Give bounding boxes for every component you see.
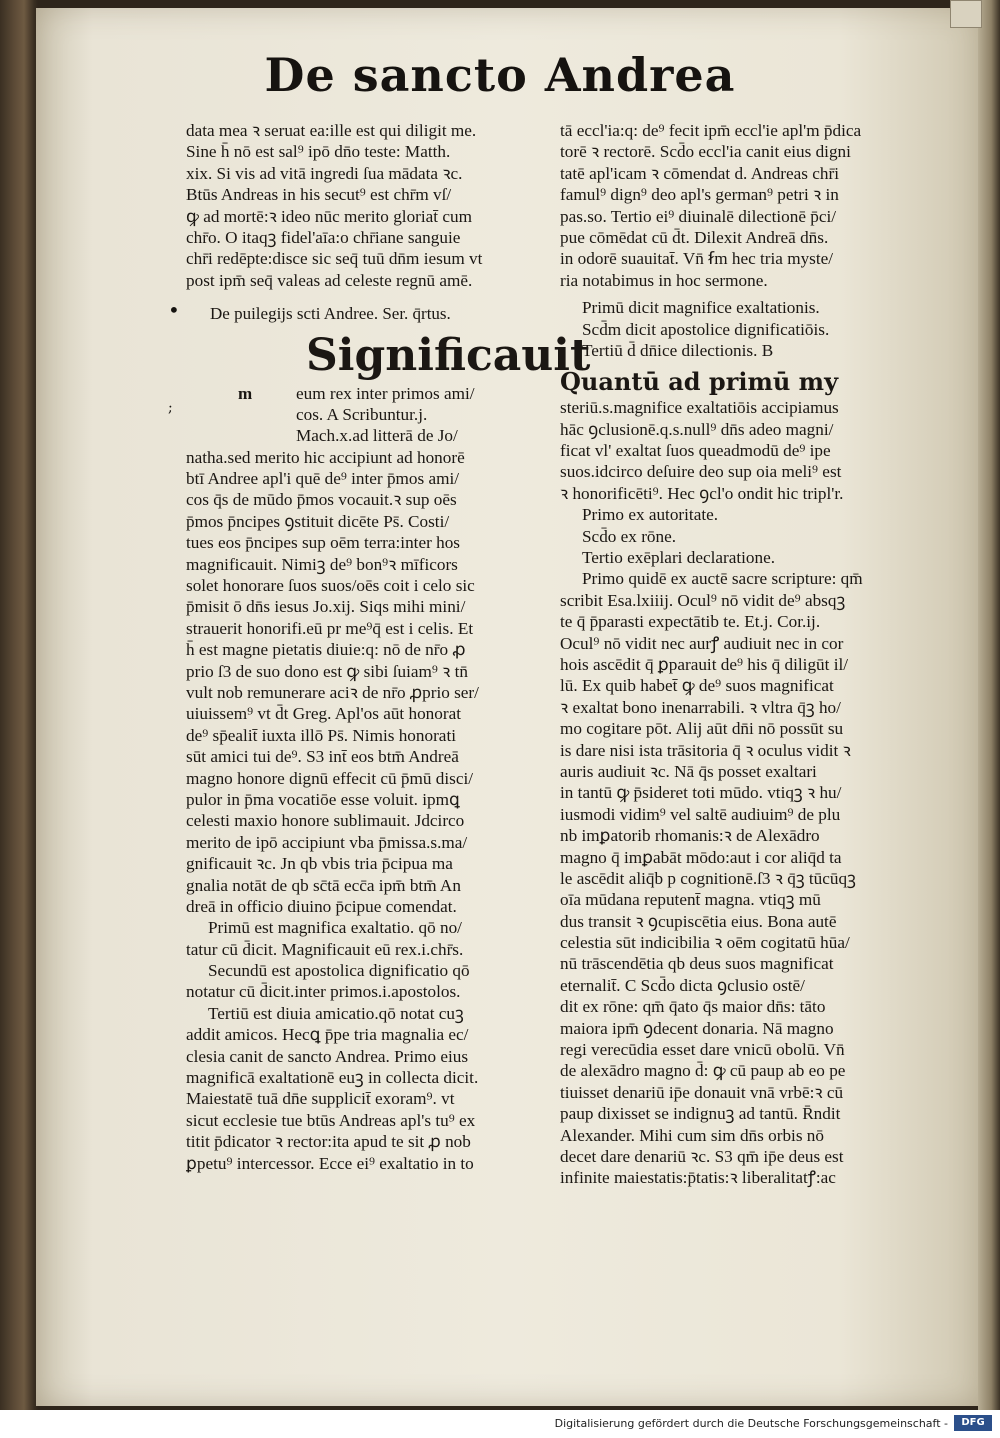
text-line: p̄misit ō dn̄s iesus Jo.xij. Siqs mihi mini/ xyxy=(186,597,466,617)
text-line: decet dare denariū ꝛc. S3 qm̄ ip̄e deus est xyxy=(560,1146,844,1166)
text-line: pue cōmēdat cū d̄t. Dilexit Andreā dn̄s. xyxy=(560,227,829,247)
text-line: celestia sūt indicibilia ꝛ oēm cogitatū hūa/ xyxy=(560,933,850,953)
text-line: regi verecūdia esset dare vnicū obolū. Vn̄ xyxy=(560,1040,845,1060)
text-line: Secundū est apostolica dignificatio qō xyxy=(208,961,470,981)
margin-mark: ; xyxy=(168,400,173,416)
text-line: Maiestatē tuā dn̄e supplicit̄ exoram⁹. vt xyxy=(186,1089,455,1109)
text-line: maiora ipm̄ ꝯdecent donaria. Nā magno xyxy=(560,1018,834,1038)
text-line: ꝛ honorificēti⁹. Hec ꝯcl'o ondit hic tripl'r. xyxy=(560,483,844,503)
text-line: suos.idcirco deſuire deo sup oia meli⁹ est xyxy=(560,462,842,482)
text-line: chr̄o. O itaqꝫ fidel'aīa:o chr̄iane sanguie xyxy=(186,227,461,247)
left-body-lines xyxy=(186,404,558,917)
text-line: nb imꝑatorib rhomanis:ꝛ de Alexādro xyxy=(560,826,820,846)
text-line: Primo quidē ex auctē sacre scripture: qm̄ xyxy=(582,569,863,589)
footer-credit: Digitalisierung gefördert durch die Deutsche Forschungsgemeinschaft - xyxy=(554,1417,948,1430)
page-edge xyxy=(978,0,1000,1410)
right-top-lines xyxy=(560,120,912,291)
text-line: magno q̄ imꝑabāt mōdo:aut i cor aliq̄d ta xyxy=(560,847,842,867)
division-item: Tertiū d̄ dn̄ice dilectionis. B xyxy=(582,340,774,360)
text-line: hois ascēdit q̄ ꝑparauit de⁹ his q̄ diligūt il/ xyxy=(560,654,849,674)
text-line: magnificauit. Nimiꝫ de⁹ bon⁹ꝛ mīficors xyxy=(186,554,458,574)
text-line: chr̄i redēpte:disce sic seq̄ tuū dn̄m iesum vt xyxy=(186,249,483,269)
text-line: data mea ꝛ seruat ea:ille est qui diligit me. xyxy=(186,121,477,140)
text-line: te q̄ p̄parasti expectātib te. Et.j. Cor.ij. xyxy=(560,612,821,632)
text-line: le ascēdit aliq̄b p cognitionē.ſ3 ꝛ q̄ꝫ tūcūqꝫ xyxy=(560,868,856,888)
text-line: cos. A Scribuntur.j. xyxy=(296,404,428,424)
initial-letter: m xyxy=(238,383,253,403)
text-line: auris audiuit ꝛc. Nā q̄s posset exaltari xyxy=(560,761,817,781)
text-line: hāc ꝯclusionē.q.s.null⁹ dn̄s adeo magni/ xyxy=(560,419,834,439)
sermon-rubric: De puilegijs scti Andree. Ser. q̄rtus. xyxy=(210,304,451,324)
enum-item: Primo ex autoritate. xyxy=(582,505,719,525)
text-line: infinite maiestatis:p̄tatis:ꝛ liberalitatꝭ:ac xyxy=(560,1168,836,1188)
text-line: sicut ecclesie tue btūs Andreas apl's tu⁹ ex xyxy=(186,1110,476,1130)
text-line: pas.so. Tertio ei⁹ diuinalē dilectionē p̄ci/ xyxy=(560,206,837,226)
sermon-title: Significauit xyxy=(306,329,591,381)
text-line: titit p̄dicator ꝛ rector:ita apud te sit ꝓ nob xyxy=(186,1132,471,1152)
text-line: Sine h̄ nō est sal⁹ ipō dn̄o teste: Matth. xyxy=(186,142,451,162)
footer-bar xyxy=(0,1410,1000,1438)
text-line: tā eccl'ia:q: de⁹ fecit ipm̄ eccl'ie apl'm p̄dica xyxy=(560,121,862,140)
text-line: Ocul⁹ nō vidit nec aurꝭ audiuit nec in cor xyxy=(560,633,844,653)
right-body-lines xyxy=(560,397,912,504)
text-line: torē ꝛ rectorē. Scd̄o eccl'ia canit eius digni xyxy=(560,142,851,162)
sermon-heading xyxy=(186,329,591,381)
text-line: natha.sed merito hic accipiunt ad honorē xyxy=(186,447,465,467)
text-line: dus transit ꝛ ꝯcupiscētia eius. Bona autē xyxy=(560,911,837,931)
text-line: is dare nisi ista trāsitoria q̄ ꝛ oculus vidit ꝛ xyxy=(560,740,851,760)
text-line: merito de ipō accipiunt vba p̄missa.s.ma/ xyxy=(186,832,468,852)
text-line: h̄ est magne pietatis diuie:q: nō de nr̄o ꝓ xyxy=(186,640,466,660)
text-line: gnalia notāt de qb sc̄tā ecc̄a ipm̄ btm̄ An xyxy=(186,875,461,895)
text-line: strauerit honorifi.eū pr me⁹q̄ est i celis. Et xyxy=(186,618,474,638)
text-line: magno honore dignū effecit cū p̄mū disci/ xyxy=(186,768,474,788)
initial-line xyxy=(186,383,558,404)
text-line: lū. Ex quib habet̄ ꝙ de⁹ suos magnificat xyxy=(560,676,834,696)
running-head: De sancto Andrea xyxy=(264,48,736,102)
text-line: tues eos p̄ncipes sup oēm terra:inter hos xyxy=(186,533,460,553)
text-line: pulor in p̄ma vocatiōe esse voluit. ipmꝗ xyxy=(186,789,460,809)
text-line: nū trāscendētia qb deus suos magnificat xyxy=(560,954,834,974)
right-column xyxy=(560,120,912,1189)
text-line: vult nob remunerare aciꝛ de nr̄o ꝓprio ser/ xyxy=(186,682,479,702)
text-line: dreā in officio diuino p̄cipue comendat. xyxy=(186,896,457,916)
division-item: Primū dicit magnifice exaltationis. xyxy=(582,298,820,318)
text-line: eternalit̄. C Scd̄o dicta ꝯclusio ostē/ xyxy=(560,975,805,995)
text-line: Btūs Andreas in his secut⁹ est chr̄m vſ/ xyxy=(186,185,452,205)
text-line: oīa mūdana reputent̄ magna. vtiqꝫ mū xyxy=(560,890,821,910)
left-column xyxy=(186,120,591,1174)
text-line: Tertiū est diuia amicatio.qō notat cuꝫ xyxy=(208,1003,464,1023)
text-line: gnificauit ꝛc. Jn qb vbis tria p̄cipua ma xyxy=(186,854,453,874)
text-line: tatē apl'icam ꝛ cōmendat d. Andreas chr̄i xyxy=(560,163,839,183)
right-rest-lines xyxy=(560,568,912,1188)
section-heading: Quantū ad primū my xyxy=(560,367,839,397)
text-line: tiuisset denariū ip̄e donauit vnā vrbē:ꝛ cū xyxy=(560,1082,844,1102)
text-line: post ipm̄ seq̄ valeas ad celeste regnū amē. xyxy=(186,270,473,290)
enumeration xyxy=(560,504,912,568)
text-line: Mach.x.ad litterā de Jo/ xyxy=(296,426,458,446)
text-line: ꝙ ad mortē:ꝛ ideo nūc merito gloriat̄ cum xyxy=(186,206,472,226)
text-line: solet honorare ſuos suos/oēs coit i celo sic xyxy=(186,576,475,596)
division-list xyxy=(560,297,912,361)
text-line: celesti maxio honore sublimauit. Jdcirco xyxy=(186,811,465,831)
text-line: clesia canit de sancto Andrea. Primo eius xyxy=(186,1046,469,1066)
text-line: iusmodi vidim⁹ vel saltē audiuim⁹ de plu xyxy=(560,804,841,824)
division-item: Scd̄m dicit apostolice dignificatiōis. xyxy=(582,319,830,339)
text-line: Alexander. Mihi cum sim dn̄s orbis nō xyxy=(560,1125,824,1145)
text-line: ꝑpetu⁹ intercessor. Ecce ei⁹ exaltatio in to xyxy=(186,1153,474,1173)
text-line: ficat vl' exaltat ſuos queadmodū de⁹ ipe xyxy=(560,441,831,461)
text-line: ria notabimus in hoc sermone. xyxy=(560,270,768,290)
text-line: uiuissem⁹ vt d̄t Greg. Apl'os aūt honorat xyxy=(186,704,461,724)
text-line: xix. Si vis ad vitā ingredi ſua mādata ꝛc. xyxy=(186,163,463,183)
text-line: Primū est magnifica exaltatio. qō no/ xyxy=(208,918,462,938)
text-line: mo cogitare pōt. Alij aūt dn̄i nō possūt su xyxy=(560,719,844,739)
left-paragraphs xyxy=(186,917,558,1174)
text-line: addit amicos. Hecꝗ p̄pe tria magnalia ec/ xyxy=(186,1025,469,1045)
text-line: de⁹ sp̄ealit̄ iuxta illō Ps̄. Nimis honorati xyxy=(186,725,456,745)
margin-dot: • xyxy=(168,298,180,322)
text-line: magnificā exaltationē euꝫ in collecta dicit. xyxy=(186,1068,479,1088)
text-line: p̄mos p̄ncipes ꝯstituit dicēte Ps̄. Costi/ xyxy=(186,511,450,531)
page-tab xyxy=(950,0,982,28)
text-line: notatur cū d̄icit.inter primos.i.apostolos. xyxy=(186,982,461,1002)
text-line: cos q̄s de mūdo p̄mos vocauit.ꝛ sup oēs xyxy=(186,490,457,510)
initial-line-text: eum rex inter primos ami/ xyxy=(296,383,475,403)
text-line: scribit Esa.lxiiij. Ocul⁹ nō vidit de⁹ absqꝫ xyxy=(560,590,846,610)
text-line: in odorē suauitat̄. Vn̄ ẜm hec tria myste/ xyxy=(560,249,834,269)
text-line: sūt amici tui de⁹. S3 int̄ eos btm̄ Andreā xyxy=(186,747,459,767)
text-line: btī Andree apl'i quē de⁹ inter p̄mos ami/ xyxy=(186,469,460,489)
text-line: dit ex rōne: qm̄ q̄ato q̄s maior dn̄s: tāto xyxy=(560,997,826,1017)
enum-item: Scd̄o ex rōne. xyxy=(582,526,677,546)
text-line: tatur cū d̄icit. Magnificauit eū rex.i.chr̄s. xyxy=(186,939,464,959)
text-line: in tantū ꝙ p̄sideret toti mūdo. vtiqꝫ ꝛ hu/ xyxy=(560,783,842,803)
left-top-lines xyxy=(186,120,558,291)
text-line: prio ſ3 de suo dono est ꝙ sibi ſuiam⁹ ꝛ tn̄ xyxy=(186,661,468,681)
enum-item: Tertio exēplari declaratione. xyxy=(582,548,776,568)
text-line: steriū.s.magnifice exaltatiōis accipiamus xyxy=(560,398,839,418)
text-line: ꝛ exaltat bono inenarrabili. ꝛ vltra q̄ꝫ ho/ xyxy=(560,697,841,717)
text-line: de alexādro magno d̄: ꝙ cū paup ab eo pe xyxy=(560,1061,846,1081)
text-line: paup dixisset se indignuꝫ ad tantū. R̄ndit xyxy=(560,1104,841,1124)
dfg-logo: DFG xyxy=(954,1415,992,1431)
text-line: famul⁹ dign⁹ deo apl's german⁹ petri ꝛ in xyxy=(560,185,839,205)
